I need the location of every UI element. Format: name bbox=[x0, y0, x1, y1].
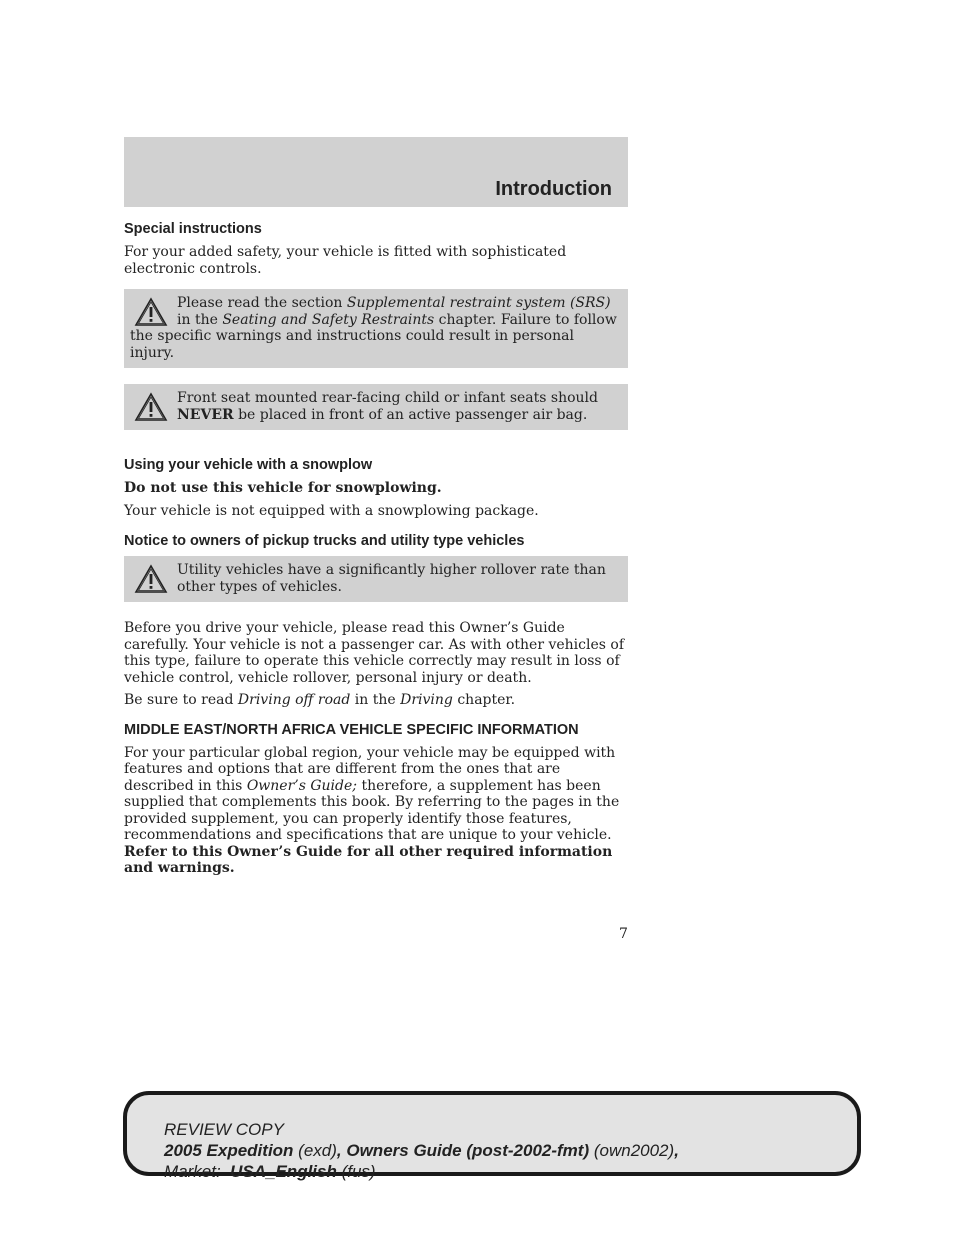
seating-chapter-ref: Seating and Safety Restraints bbox=[222, 311, 435, 328]
snowplow-heading: Using your vehicle with a snowplow bbox=[124, 457, 373, 473]
warning-icon bbox=[134, 297, 168, 327]
srs-section-ref: Supplemental restraint system (SRS) bbox=[346, 295, 611, 311]
rollover-warning-box bbox=[124, 556, 628, 602]
special-intro: For your added safety, your vehicle is fitted with sophisticated electronic controls. bbox=[124, 244, 567, 277]
child-seat-warning-box bbox=[124, 384, 628, 430]
special-instructions-heading: Special instructions bbox=[124, 221, 262, 237]
page-content bbox=[124, 220, 628, 883]
pickup-paragraph: Before you drive your vehicle, please read this Owner’s Guide carefully. Your vehicle is not a passenger car. As with other vehicles of this type, failure to operate this vehicle correctly may result in loss of vehicle control, vehicle rollover, personal injury or death. bbox=[124, 620, 625, 686]
review-copy-box bbox=[123, 1091, 861, 1181]
review-copy-model-line: 2005 Expedition (exd), Owners Guide (post-2002-fmt) (own2002), bbox=[164, 1141, 679, 1160]
child-seat-warning-text: Front seat mounted rear-facing child or infant seats should NEVER be placed in front of an active passenger air bag. bbox=[177, 390, 598, 423]
mena-paragraph: For your particular global region, your vehicle may be equipped with features and options that are different from the ones that are described in this Owner’s Guide; therefore, a supplement has been supplied that complements this book. By referring to the pages in the provided supplement, you can properly identify those features, recommendations and specifications that are unique to your vehicle. Refer to this Owner’s Guide for all other required information and warnings. bbox=[124, 744, 620, 876]
driving-off-road-ref: Be sure to read Driving off road in the Driving chapter. bbox=[124, 692, 516, 708]
chapter-title: Introduction bbox=[495, 178, 612, 200]
review-copy-label: REVIEW COPY bbox=[164, 1120, 284, 1139]
review-copy-market-line: Market: USA_English (fus) bbox=[164, 1162, 376, 1181]
chapter-header-band bbox=[124, 137, 628, 207]
srs-warning-box bbox=[124, 289, 628, 368]
pickup-heading: Notice to owners of pickup trucks and utility type vehicles bbox=[124, 533, 525, 549]
srs-warning-text: Please read the section Supplemental restraint system (SRS) in the Seating and Safety Restraints chapter. Failure to follow the specific warnings and instructions could result in personal injury. bbox=[130, 295, 617, 361]
rollover-warning-text: Utility vehicles have a significantly higher rollover rate than other types of vehicles. bbox=[177, 562, 606, 595]
snowplow-text: Your vehicle is not equipped with a snowplowing package. bbox=[124, 502, 539, 519]
mena-heading: MIDDLE EAST/NORTH AFRICA VEHICLE SPECIFIC INFORMATION bbox=[124, 721, 579, 738]
warning-icon bbox=[134, 564, 168, 594]
warning-icon bbox=[134, 392, 168, 422]
page-number: 7 bbox=[619, 926, 628, 942]
snowplow-warning: Do not use this vehicle for snowplowing. bbox=[124, 480, 442, 496]
